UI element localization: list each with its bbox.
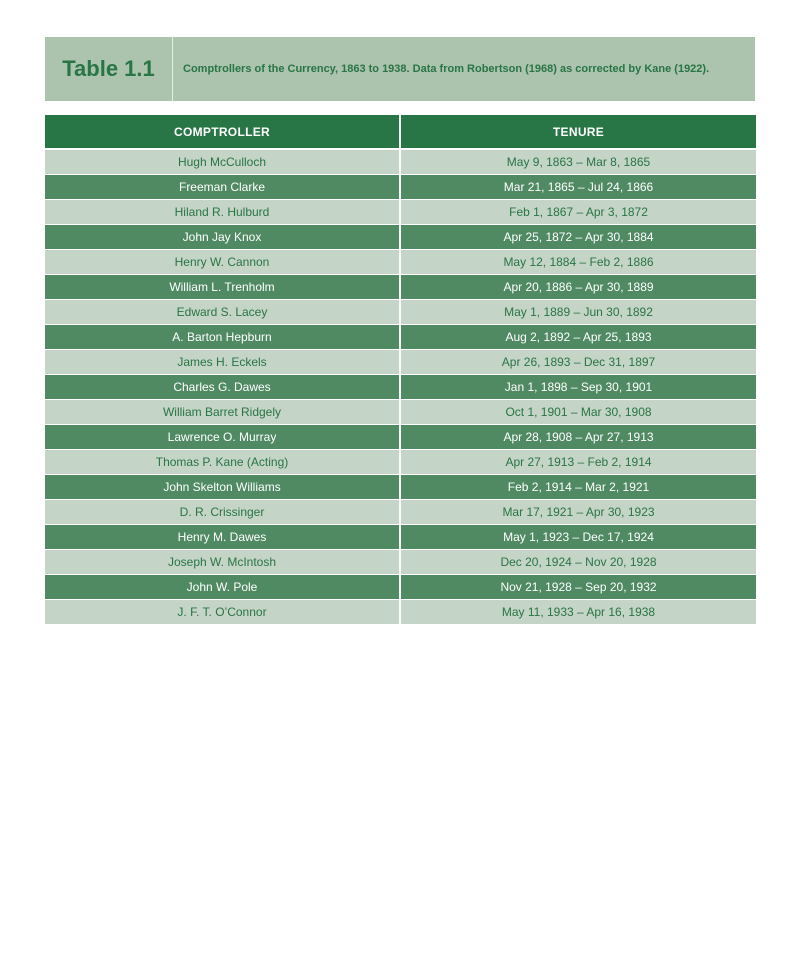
tenure-cell: Apr 25, 1872 – Apr 30, 1884 bbox=[400, 225, 756, 250]
comptroller-cell: Charles G. Dawes bbox=[45, 375, 400, 400]
comptroller-cell: J. F. T. O’Connor bbox=[45, 600, 400, 625]
comptroller-cell: Lawrence O. Murray bbox=[45, 425, 400, 450]
comptroller-cell: James H. Eckels bbox=[45, 350, 400, 375]
table-row bbox=[45, 450, 756, 475]
table-caption-text: Comptrollers of the Currency, 1863 to 1938. Data from Robertson (1968) as corrected by Kane (1922). bbox=[183, 63, 710, 75]
table-row bbox=[45, 600, 756, 625]
comptrollers-table bbox=[45, 115, 756, 624]
table-row bbox=[45, 200, 756, 225]
comptroller-cell: Freeman Clarke bbox=[45, 175, 400, 200]
table-row bbox=[45, 400, 756, 425]
comptroller-cell: Joseph W. McIntosh bbox=[45, 550, 400, 575]
column-header-comptroller: COMPTROLLER bbox=[45, 115, 400, 149]
tenure-cell: Apr 27, 1913 – Feb 2, 1914 bbox=[400, 450, 756, 475]
tenure-cell: May 11, 1933 – Apr 16, 1938 bbox=[400, 600, 756, 625]
tenure-cell: Nov 21, 1928 – Sep 20, 1932 bbox=[400, 575, 756, 600]
table-row bbox=[45, 175, 756, 200]
comptroller-cell: John W. Pole bbox=[45, 575, 400, 600]
comptroller-cell: Hugh McCulloch bbox=[45, 149, 400, 175]
comptroller-cell: William Barret Ridgely bbox=[45, 400, 400, 425]
table-row bbox=[45, 425, 756, 450]
table-row bbox=[45, 275, 756, 300]
tenure-cell: Apr 20, 1886 – Apr 30, 1889 bbox=[400, 275, 756, 300]
table-row bbox=[45, 500, 756, 525]
comptroller-cell: Hiland R. Hulburd bbox=[45, 200, 400, 225]
table-row bbox=[45, 575, 756, 600]
comptroller-cell: Edward S. Lacey bbox=[45, 300, 400, 325]
comptroller-cell: D. R. Crissinger bbox=[45, 500, 400, 525]
table-row bbox=[45, 550, 756, 575]
table-caption bbox=[45, 37, 755, 101]
table-row bbox=[45, 325, 756, 350]
table-row bbox=[45, 375, 756, 400]
tenure-cell: Mar 21, 1865 – Jul 24, 1866 bbox=[400, 175, 756, 200]
tenure-cell: Apr 28, 1908 – Apr 27, 1913 bbox=[400, 425, 756, 450]
tenure-cell: Jan 1, 1898 – Sep 30, 1901 bbox=[400, 375, 756, 400]
comptroller-cell: John Skelton Williams bbox=[45, 475, 400, 500]
table-row bbox=[45, 225, 756, 250]
table-row bbox=[45, 350, 756, 375]
table-header-row bbox=[45, 115, 756, 149]
tenure-cell: May 1, 1889 – Jun 30, 1892 bbox=[400, 300, 756, 325]
tenure-cell: Mar 17, 1921 – Apr 30, 1923 bbox=[400, 500, 756, 525]
tenure-cell: Oct 1, 1901 – Mar 30, 1908 bbox=[400, 400, 756, 425]
table-row bbox=[45, 475, 756, 500]
table-number: Table 1.1 bbox=[45, 37, 173, 101]
column-header-tenure: TENURE bbox=[400, 115, 756, 149]
tenure-cell: May 9, 1863 – Mar 8, 1865 bbox=[400, 149, 756, 175]
tenure-cell: Apr 26, 1893 – Dec 31, 1897 bbox=[400, 350, 756, 375]
tenure-cell: May 1, 1923 – Dec 17, 1924 bbox=[400, 525, 756, 550]
comptroller-cell: A. Barton Hepburn bbox=[45, 325, 400, 350]
tenure-cell: Feb 1, 1867 – Apr 3, 1872 bbox=[400, 200, 756, 225]
comptroller-cell: Thomas P. Kane (Acting) bbox=[45, 450, 400, 475]
tenure-cell: Aug 2, 1892 – Apr 25, 1893 bbox=[400, 325, 756, 350]
comptroller-cell: John Jay Knox bbox=[45, 225, 400, 250]
comptroller-cell: Henry M. Dawes bbox=[45, 525, 400, 550]
tenure-cell: Feb 2, 1914 – Mar 2, 1921 bbox=[400, 475, 756, 500]
tenure-cell: May 12, 1884 – Feb 2, 1886 bbox=[400, 250, 756, 275]
table-row bbox=[45, 300, 756, 325]
table-row bbox=[45, 525, 756, 550]
comptroller-cell: William L. Trenholm bbox=[45, 275, 400, 300]
table-row bbox=[45, 149, 756, 175]
tenure-cell: Dec 20, 1924 – Nov 20, 1928 bbox=[400, 550, 756, 575]
table-row bbox=[45, 250, 756, 275]
comptroller-cell: Henry W. Cannon bbox=[45, 250, 400, 275]
